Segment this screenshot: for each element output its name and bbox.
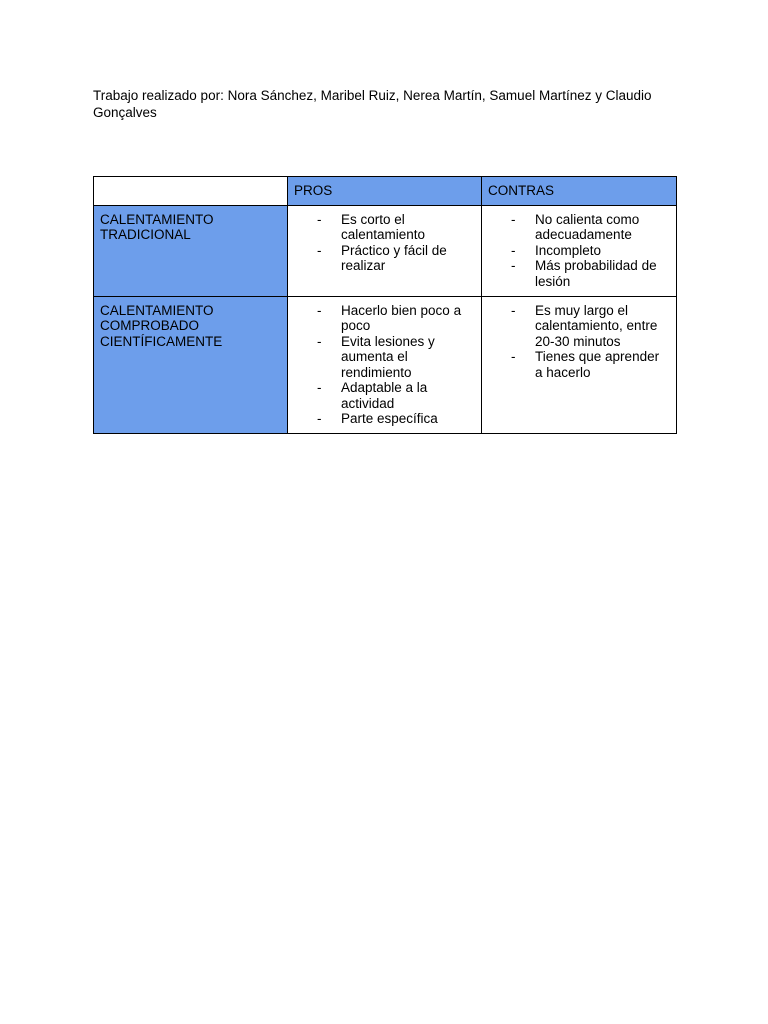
contras-list	[488, 303, 670, 381]
list-item: - No calienta como adecuadamente	[488, 212, 670, 243]
contras-cell	[482, 296, 677, 433]
table-row	[94, 296, 677, 433]
author-line: Trabajo realizado por: Nora Sánchez, Maribel Ruiz, Nerea Martín, Samuel Martínez y Claudio Gonçalves	[93, 88, 652, 120]
list-item: - Práctico y fácil de realizar	[294, 243, 475, 274]
list-item: - Hacerlo bien poco a poco	[294, 303, 475, 334]
list-item: - Es muy largo el calentamiento, entre 20-30 minutos	[488, 303, 670, 350]
header-empty-cell	[94, 177, 288, 206]
list-item: - Evita lesiones y aumenta el rendimiento	[294, 334, 475, 381]
header-pros: PROS	[288, 177, 482, 206]
pros-list	[294, 303, 475, 427]
pros-cons-table	[93, 176, 677, 434]
list-item: - Más probabilidad de lesión	[488, 258, 670, 289]
pros-cell	[288, 205, 482, 296]
list-item: - Adaptable a la actividad	[294, 380, 475, 411]
list-item: - Tienes que aprender a hacerlo	[488, 349, 670, 380]
pros-list	[294, 212, 475, 274]
header-contras: CONTRAS	[482, 177, 677, 206]
row-label-cientifico: CALENTAMIENTO COMPROBADO CIENTÍFICAMENTE	[94, 296, 288, 433]
list-item: - Incompleto	[488, 243, 670, 259]
table-row	[94, 205, 677, 296]
list-item: - Parte específica	[294, 411, 475, 427]
row-label-tradicional: CALENTAMIENTO TRADICIONAL	[94, 205, 288, 296]
list-item: - Es corto el calentamiento	[294, 212, 475, 243]
table-header-row	[94, 177, 677, 206]
pros-cell	[288, 296, 482, 433]
contras-cell	[482, 205, 677, 296]
contras-list	[488, 212, 670, 290]
